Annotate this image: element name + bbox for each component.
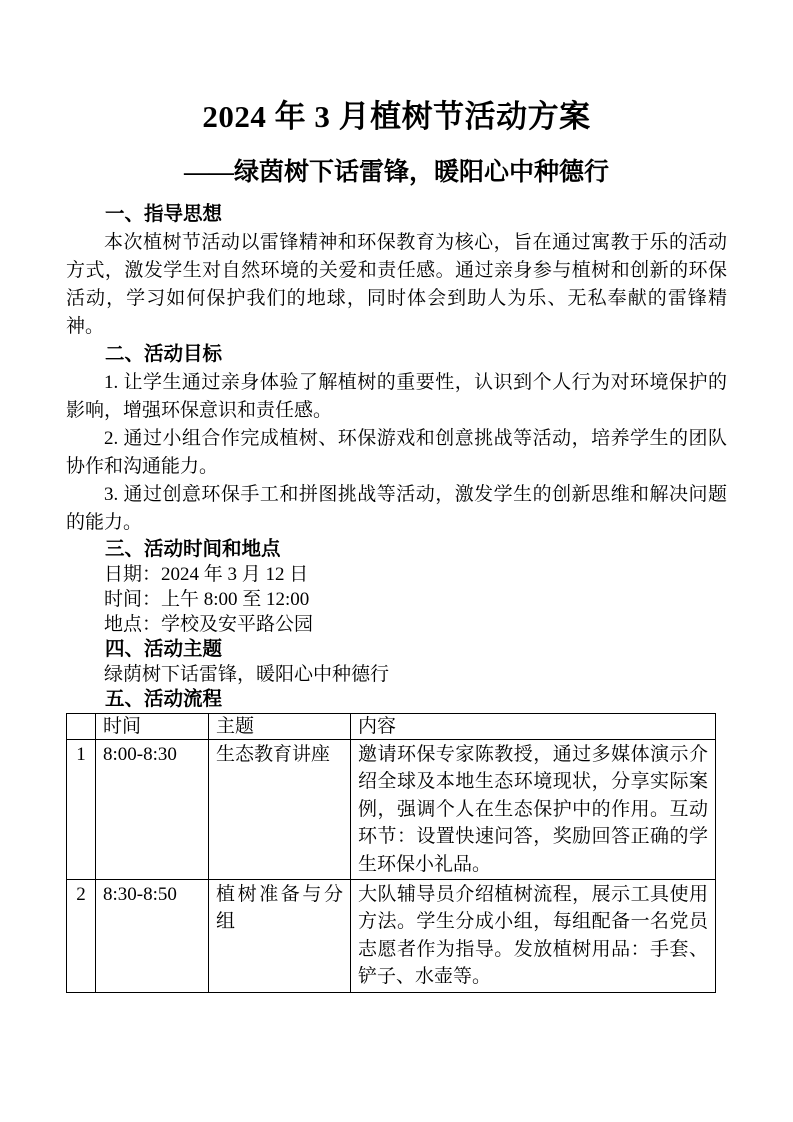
paragraph-goal-2: 2. 通过小组合作完成植树、环保游戏和创意挑战等活动，培养学生的团队协作和沟通能力。: [66, 428, 727, 477]
document-body-upper: [66, 201, 727, 537]
row1-content: 邀请环保专家陈教授，通过多媒体演示介绍全球及本地生态环境现状，分享实际案例，强调个人在生态保护中的作用。互动环节：设置快速问答，奖励回答正确的学生环保小礼品。: [351, 740, 716, 880]
schedule-header-row: [67, 714, 716, 740]
section-heading-goals: 二、活动目标: [105, 344, 223, 365]
row1-index: 1: [67, 740, 96, 880]
section-heading-guiding-thought: 一、指导思想: [105, 204, 223, 225]
schedule-row-1: [67, 740, 716, 880]
row1-time: 8:00-8:30: [96, 740, 209, 880]
header-cell-index: [67, 714, 96, 740]
paragraph-goal-3: 3. 通过创意环保手工和拼图挑战等活动，激发学生的创新思维和解决问题的能力。: [66, 484, 727, 533]
header-cell-content: 内容: [351, 714, 716, 740]
document-subtitle: ——绿茵树下话雷锋，暖阳心中种德行: [183, 159, 609, 186]
section-heading-schedule: 五、活动流程: [105, 689, 223, 710]
line-place: 地点：学校及安平路公园: [104, 614, 314, 635]
paragraph-guiding-thought: 本次植树节活动以雷锋精神和环保教育为核心，旨在通过寓教于乐的活动方式，激发学生对自然环境的关爱和责任感。通过亲身参与植树和创新的环保活动，学习如何保护我们的地球，同时体会到助人为乐、无私奉献的雷锋精神。: [66, 232, 727, 337]
document-title: 2024 年 3 月植树节活动方案: [202, 99, 591, 134]
line-date: 日期：2024 年 3 月 12 日: [104, 564, 309, 585]
document-body-lower: [66, 537, 727, 712]
section-heading-time-place: 三、活动时间和地点: [105, 539, 281, 560]
row1-theme: 生态教育讲座: [209, 740, 351, 880]
section-heading-theme: 四、活动主题: [105, 639, 223, 660]
row2-time: 8:30-8:50: [96, 880, 209, 993]
header-cell-time: 时间: [96, 714, 209, 740]
row2-index: 2: [67, 880, 96, 993]
schedule-table: [66, 713, 716, 993]
line-time: 时间：上午 8:00 至 12:00: [104, 589, 310, 610]
schedule-row-2: [67, 880, 716, 993]
row2-content: 大队辅导员介绍植树流程，展示工具使用方法。学生分成小组，每组配备一名党员志愿者作为指导。发放植树用品：手套、铲子、水壶等。: [351, 880, 716, 993]
header-cell-theme: 主题: [209, 714, 351, 740]
paragraph-goal-1: 1. 让学生通过亲身体验了解植树的重要性，认识到个人行为对环境保护的影响，增强环保意识和责任感。: [66, 372, 727, 421]
row2-theme: 植树准备与分组: [209, 880, 351, 993]
line-theme: 绿荫树下话雷锋，暖阳心中种德行: [104, 664, 390, 685]
